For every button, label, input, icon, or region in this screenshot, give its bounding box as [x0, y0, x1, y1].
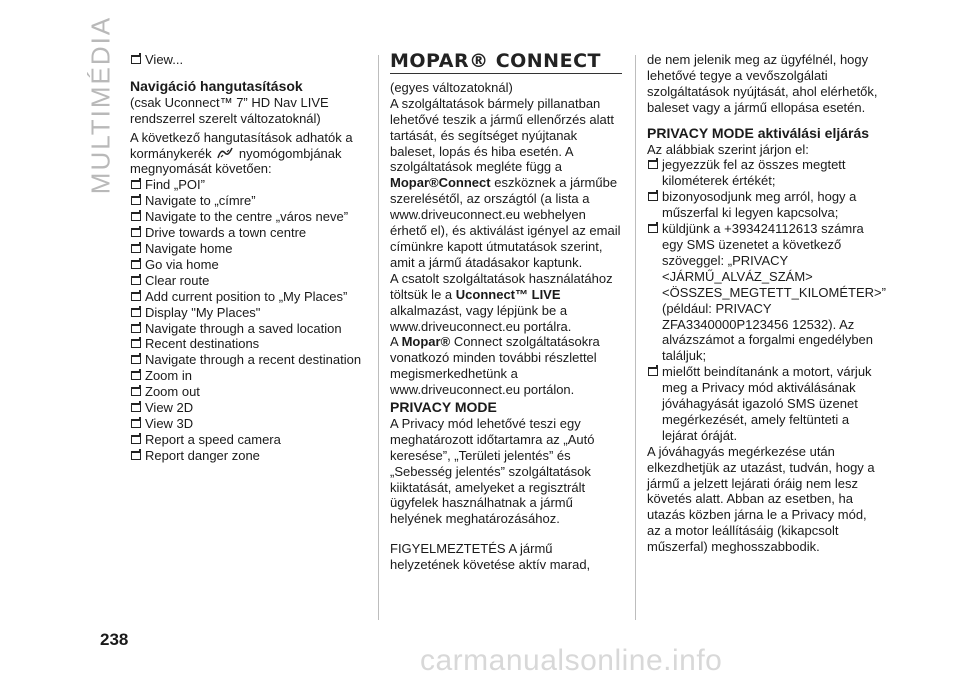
list-item: View 2D: [130, 400, 365, 416]
bullet-icon: [131, 339, 141, 348]
paragraph: A szolgáltatások bármely pillanatban lehetővé teszik a jármű ellenőrzés alatt tartását, és segítséget nyújtanak baleset, lopás és hiba esetén. A szolgáltatások megléte függ a Mopar®Connect eszköznek a járműbe szerelésétől, az országtól (a lista a www.driveuconnect.eu webhelyen érhető el), és aktiválást igényel az email címünkre kapott útmutatások szerint, amit a jármű átadásakor kaptunk.: [390, 95, 621, 270]
bullet-icon: [131, 308, 141, 317]
list-item: bizonyosodjunk meg arról, hogy a műszerfal ki legyen kapcsolva;: [647, 189, 882, 221]
list-item: Go via home: [130, 257, 365, 273]
list-item: Report danger zone: [130, 448, 365, 464]
paragraph: (egyes változatoknál): [390, 79, 513, 95]
paragraph: A jóváhagyás megérkezése után elkezdhetjük az utazást, tudván, hogy a jármű a jelzett lejárati óráig nem lesz követés alatt. Abban az esetben, ha utazás közben járna le a Privacy mód, az a motor leállításáig (kikapcsolt műszerfal) meghosszabbodik.: [647, 443, 875, 555]
column-divider: [635, 55, 636, 620]
list-item: Navigate to the centre „város neve”: [130, 209, 365, 225]
warning-text: FIGYELMEZTETÉS A jármű helyzetének követése aktív marad,: [390, 541, 591, 573]
voice-commands-list: [130, 177, 365, 463]
bullet-icon: [131, 435, 141, 444]
list-item: Navigate through a recent destination: [130, 352, 365, 368]
page-title: MOPAR® CONNECT: [390, 54, 622, 74]
bullet-icon: [131, 387, 141, 396]
bullet-icon: [131, 228, 141, 237]
bullet-icon: [648, 192, 658, 201]
column-divider: [378, 55, 379, 620]
paragraph: Az alábbiak szerint járjon el:: [647, 141, 809, 157]
bullet-icon: [131, 260, 141, 269]
voice-command-icon: [215, 146, 235, 160]
list-item: küldjünk a +393424112613 számra egy SMS üzenetet a következő szöveggel: „PRIVACY <JÁRMŰ_ALVÁZ_SZÁM> <ÖSSZES_MEGTETT_KILOMÉTER>” (például: PRIVACY ZFA3340000P123456 12532). Az alvázszámot a forgalmi engedélyben találjuk;: [647, 221, 882, 364]
bullet-icon: [648, 367, 658, 376]
paragraph: A Privacy mód lehetővé teszi egy meghatározott időtartamra az „Autó keresése”, „Területi jelentés” és „Sebesség jelentés” szolgáltatások kiiktatását, amelyeket a regisztrált ügyfelek használhatnak a jármű helyének meghatározásához.: [390, 415, 595, 527]
list-item: Add current position to „My Places”: [130, 289, 365, 305]
bullet-icon: [131, 292, 141, 301]
paragraph: A Mopar® Connect szolgáltatásokra vonatkozó minden további részlettel megismerkedhetünk a www.driveuconnect.eu portálon.: [390, 334, 600, 398]
bullet-icon: [648, 160, 658, 169]
paragraph: A csatolt szolgáltatások használatához töltsük le a Uconnect™ LIVE alkalmazást, vagy lépjünk be a www.driveuconnect.eu portálra.: [390, 270, 613, 334]
bullet-icon: [131, 196, 141, 205]
list-item: Drive towards a town centre: [130, 225, 365, 241]
bullet-icon: [131, 55, 141, 64]
bullet-icon: [131, 212, 141, 221]
list-item: Display "My Places": [130, 305, 365, 321]
list-item: Navigate through a saved location: [130, 321, 365, 337]
bullet-icon: [131, 276, 141, 285]
list-item: Navigate to „címre”: [130, 193, 365, 209]
section-heading: Navigáció hangutasítások: [130, 77, 303, 94]
column-mopar-connect: [390, 52, 622, 573]
list-item: Zoom out: [130, 384, 365, 400]
list-item: Find „POI”: [130, 177, 365, 193]
bullet-icon: [648, 224, 658, 233]
page-number: 238: [100, 630, 129, 649]
section-heading: PRIVACY MODE: [390, 399, 497, 416]
list-item: View 3D: [130, 416, 365, 432]
bullet-icon: [131, 371, 141, 380]
column-voice-commands: [130, 52, 365, 464]
list-item: Navigate home: [130, 241, 365, 257]
intro-text: A következő hangutasítások adhatók a kormánykerék nyomógombjának megnyomását követően:: [130, 129, 353, 177]
list-item: Zoom in: [130, 368, 365, 384]
watermark: carmanualsonline.info: [420, 644, 723, 677]
column-privacy-procedure: [647, 52, 886, 555]
bullet-icon: [131, 355, 141, 364]
section-heading: PRIVACY MODE aktiválási eljárás: [647, 124, 870, 141]
list-item: View...: [130, 52, 365, 68]
list-item: Report a speed camera: [130, 432, 365, 448]
section-label: MULTIMÉDIA: [85, 15, 116, 195]
section-subtitle: (csak Uconnect™ 7” HD Nav LIVE rendszerrel szerelt változatoknál): [130, 94, 329, 126]
bullet-icon: [131, 403, 141, 412]
bullet-icon: [131, 324, 141, 333]
list-item: Clear route: [130, 273, 365, 289]
bullet-icon: [131, 244, 141, 253]
list-item: Recent destinations: [130, 336, 365, 352]
bullet-icon: [131, 180, 141, 189]
paragraph: de nem jelenik meg az ügyfélnél, hogy lehetővé tegye a vevőszolgálati szolgáltatások nyújtását, ahol elérhetők, baleset vagy a jármű ellopása esetén.: [647, 52, 878, 115]
list-item: mielőtt beindítanánk a motort, várjuk meg a Privacy mód aktiválásának jóváhagyását igazoló SMS üzenet megérkezését, amely feltünteti a lejárat óráját.: [647, 364, 882, 444]
bullet-icon: [131, 451, 141, 460]
list-item: jegyezzük fel az összes megtett kilométerek értékét;: [647, 157, 882, 189]
bullet-icon: [131, 419, 141, 428]
